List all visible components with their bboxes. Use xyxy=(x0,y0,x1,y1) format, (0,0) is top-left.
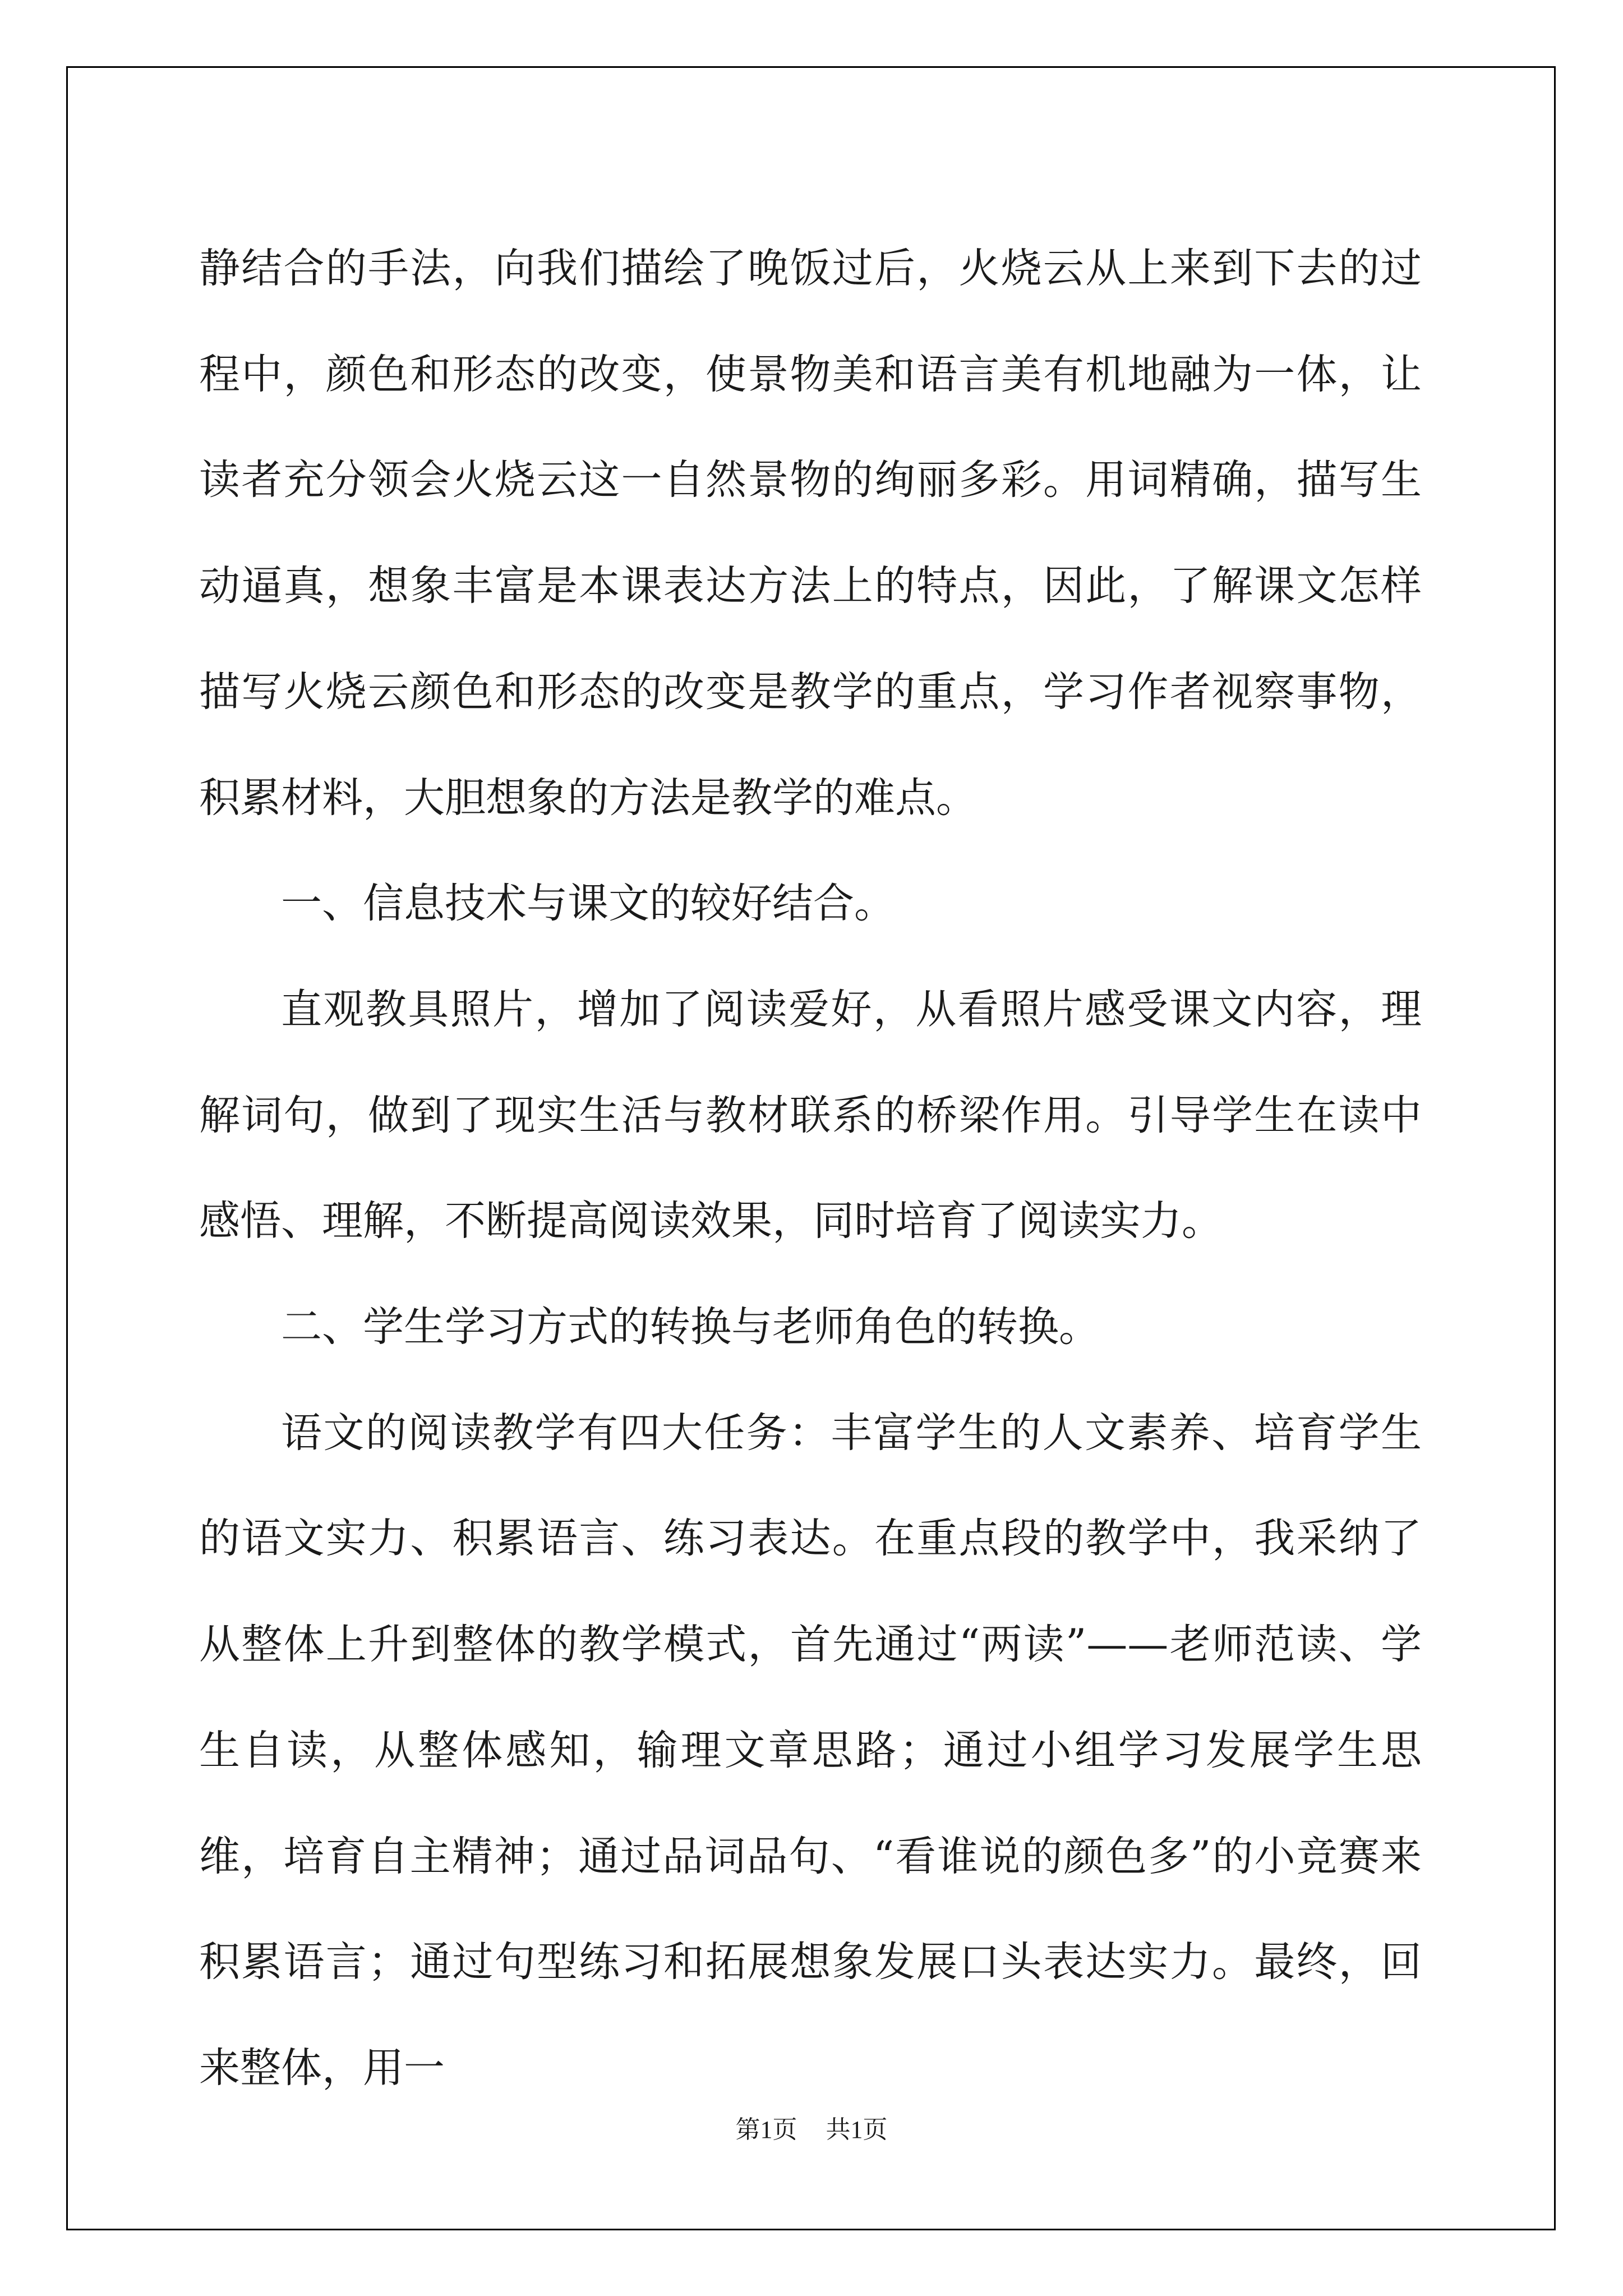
page-number: 第1页 xyxy=(735,2116,797,2143)
section-heading-1: 一、信息技术与课文的较好结合。 xyxy=(281,880,895,928)
page-footer xyxy=(0,2109,1623,2145)
document-body xyxy=(199,216,1422,2122)
paragraph-1: 直观教具照片，增加了阅读爱好，从看照片感受课文内容，理解词句，做到了现实生活与教材联系的桥梁作用。引导学生在读中感悟、理解，不断提高阅读效果，同时培育了阅读实力。 xyxy=(199,985,1422,1245)
page-total: 共1页 xyxy=(826,2116,888,2143)
paragraph-continuation: 静结合的手法，向我们描绘了晚饭过后，火烧云从上来到下去的过程中，颜色和形态的改变，使景物美和语言美有机地融为一体，让读者充分领会火烧云这一自然景物的绚丽多彩。用词精确，描写生动逼真，想象丰富是本课表达方法上的特点，因此，了解课文怎样描写火烧云颜色和形态的改变是教学的重点，学习作者视察事物，积累材料，大胆想象的方法是教学的难点。 xyxy=(199,245,1422,822)
paragraph-2: 语文的阅读教学有四大任务：丰富学生的人文素养、培育学生的语文实力、积累语言、练习表达。在重点段的教学中，我采纳了从整体上升到整体的教学模式，首先通过“两读”——老师范读、学生自读，从整体感知，输理文章思路；通过小组学习发展学生思维，培育自主精神；通过品词品句、“看谁说的颜色多”的小竞赛来积累语言；通过句型练习和拓展想象发展口头表达实力。最终，回来整体，用一 xyxy=(199,1409,1422,2092)
section-heading-2: 二、学生学习方式的转换与老师角色的转换。 xyxy=(281,1303,1100,1351)
